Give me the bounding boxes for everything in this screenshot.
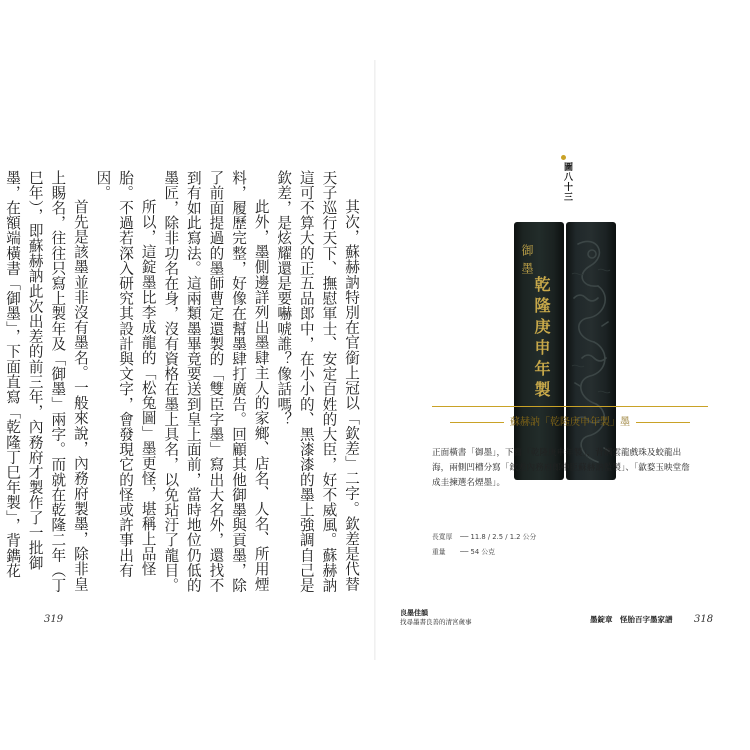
spec-dimensions <box>432 531 694 541</box>
spec-dimensions-value: 11.8 / 2.5 / 1.2 公分 <box>470 533 537 541</box>
page-number-left: 319 <box>44 614 64 625</box>
figure-label: 圖八十三 <box>562 162 572 202</box>
spec-weight-label: 重量 <box>432 548 446 556</box>
caption-bar-right <box>636 422 690 423</box>
body-text-vertical <box>4 170 362 600</box>
paragraph: 所以，這錠墨比李成龍的「松兔圖」墨更怪，堪稱上品怪胎。不過若深入研究其設計與文字，會發現它的怪或許事出有因。 <box>94 170 157 578</box>
running-head-line-2: 找尋墨書良善的清宮歲事 <box>400 618 472 626</box>
spec-dash: ── <box>460 533 471 541</box>
page-number-right: 318 <box>694 614 714 625</box>
spec-dash: ── <box>460 548 471 556</box>
running-head-right: 墨錠章 怪胎百字墨家譜 <box>590 615 673 624</box>
spec-weight-value: 54 公克 <box>470 548 495 556</box>
spec-dimensions-label: 長寬厚 <box>432 533 453 541</box>
caption-rule <box>432 406 708 407</box>
caption-title-text: 蘇赫訥「乾隆庚申年製」墨 <box>510 417 630 428</box>
dragon-relief-icon <box>568 226 614 476</box>
running-head-line-1: 良墨佳韻 <box>400 609 428 617</box>
ink-front-top-inscription: 御墨 <box>520 244 534 280</box>
caption-title <box>432 413 708 428</box>
ink-front-main-inscription: 乾隆庚申年製 <box>532 276 551 402</box>
running-head-center <box>400 609 472 627</box>
gutter <box>374 60 376 660</box>
caption-bar-left <box>450 422 504 423</box>
paragraph: 首先是該墨並非沒有墨名。一般來說，內務府製墨，除非皇上賜名，往往只寫上製年及「御墨」兩字。而就在乾隆二年（丁巳年），即蘇赫訥此次出差的前三年，內務府才製作了一批御墨，在額端橫書「御墨」，下面直寫「乾隆丁巳年製」，背鐫花 <box>4 170 89 593</box>
spec-weight <box>432 546 694 556</box>
paragraph: 其次，蘇赫訥特別在官銜上冠以「欽差」二字。欽差是代替天子巡行天下、撫慰軍士、安定百姓的大臣，好不威風。蘇赫訥這可不算大的正五品郎中，在小小的、黑漆漆的墨上強調自己是欽差，是炫耀還是要嚇唬誰？像話嗎？ <box>275 170 360 593</box>
figure-bullet-icon <box>561 155 566 160</box>
caption-body: 正面橫書「御墨」，下寫「乾隆庚申年製」，背鐫雲龍戲珠及蛟龍出海，兩側凹槽分寫「欽差內務府郎中臣蘇赫訥監製」、「歙婺玉映堂詹成圭揀選名煙墨」。 <box>432 448 690 488</box>
paragraph: 此外，墨側邊詳列出墨肆主人的家鄉、店名、人名、所用煙料，履歷完整，好像在幫墨肆打廣告。回顧其他御墨與貢墨，除了前面提過的墨師曹定還製的「雙臣字墨」寫出大名外，還找不到有如此寫法。這兩類墨畢竟要送到皇上面前，當時地位仍低的墨匠，除非功名在身，沒有資格在墨上具名，以免玷汙了龍目。 <box>162 170 270 593</box>
